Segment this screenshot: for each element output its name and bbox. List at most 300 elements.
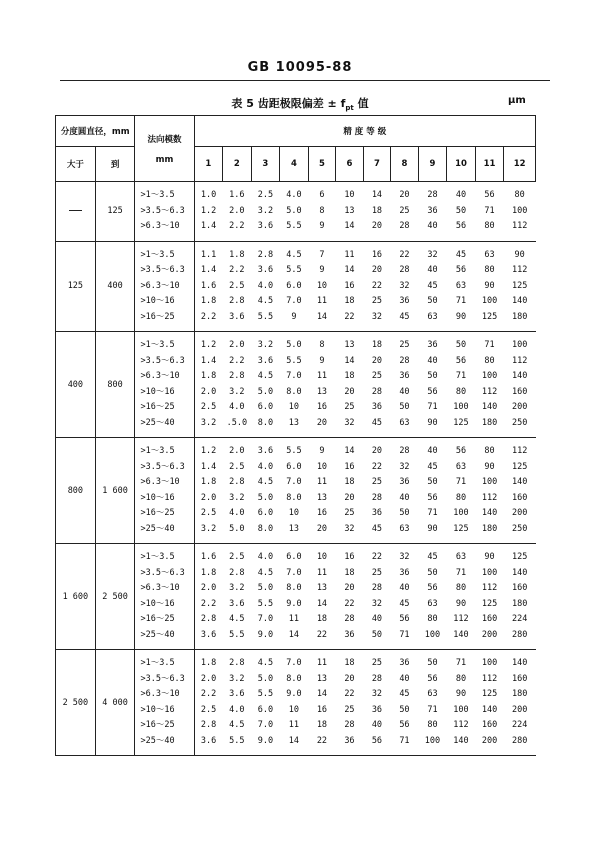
tolerance-value: 8.0 — [257, 523, 274, 534]
tolerance-value: 5.5 — [286, 355, 302, 366]
tolerance-value: 20 — [344, 583, 355, 593]
grade-value-cell — [391, 544, 419, 650]
module-range: >3.5～6.3 — [140, 205, 185, 216]
tolerance-value: 11 — [316, 371, 328, 381]
tolerance-value: 7.0 — [257, 720, 274, 730]
tolerance-value: 45 — [427, 552, 438, 562]
tolerance-value: 71 — [399, 629, 410, 640]
tolerance-value: 18 — [316, 720, 328, 730]
grade-value-cell — [475, 241, 504, 332]
tolerance-value: 2.2 — [229, 355, 245, 366]
grade-value-cell — [194, 544, 223, 650]
tolerance-value: 2.5 — [200, 402, 217, 412]
tolerance-value: 3.6 — [229, 689, 245, 699]
grade-value-cell — [280, 650, 309, 756]
tolerance-value: 2.2 — [200, 311, 217, 322]
tolerance-value: 32 — [344, 523, 355, 534]
tolerance-value: 2.8 — [229, 477, 245, 487]
module-range: >1～3.5 — [140, 446, 175, 456]
module-range: >1～3.5 — [140, 552, 175, 562]
tolerance-value: 22 — [344, 598, 355, 609]
tolerance-value: 100 — [481, 371, 498, 381]
grade-value-cell — [223, 544, 252, 650]
tolerance-value: 6.0 — [257, 704, 274, 715]
tolerance-value: 90 — [455, 311, 467, 322]
tolerance-value: 100 — [511, 205, 528, 216]
tolerance-value: 7.0 — [286, 296, 302, 306]
tolerance-value: 25 — [399, 205, 410, 216]
diameter-to-cell: 1 600 — [95, 438, 135, 544]
tolerance-value: 1.0 — [200, 190, 217, 200]
tolerance-value: 9 — [319, 265, 325, 275]
tolerance-value: 56 — [455, 355, 467, 366]
tolerance-value: 3.6 — [200, 629, 217, 640]
tolerance-value: 100 — [481, 477, 498, 487]
tolerance-value: 18 — [371, 205, 383, 216]
tolerance-value: 140 — [453, 735, 469, 746]
tolerance-value: 2.8 — [200, 614, 217, 624]
tolerance-value: 11 — [316, 296, 328, 306]
tolerance-value: 28 — [371, 492, 383, 503]
grade-header: 3 — [251, 147, 280, 182]
module-range: >25～40 — [140, 629, 175, 640]
tolerance-value: 63 — [427, 311, 438, 322]
grade-value-cell — [194, 650, 223, 756]
tolerance-value: 5.5 — [229, 735, 245, 746]
tolerance-value: 50 — [427, 567, 438, 578]
tolerance-value: 50 — [399, 508, 410, 518]
tolerance-value: 3.2 — [229, 386, 245, 397]
standard-number: GB 10095-88 — [247, 60, 353, 75]
module-range: >6.3～10 — [140, 221, 180, 231]
tolerance-value: 140 — [511, 658, 528, 668]
tolerance-value: 50 — [427, 477, 438, 487]
tolerance-value: 56 — [427, 583, 438, 593]
diameter-to-cell: 800 — [95, 332, 135, 438]
tolerance-value: 63 — [455, 461, 467, 472]
tolerance-value: 22 — [344, 311, 355, 322]
tolerance-value: 9.0 — [257, 735, 274, 746]
tolerance-value: 16 — [344, 280, 355, 291]
tolerance-value: 20 — [399, 190, 410, 200]
tolerance-value: 45 — [371, 417, 383, 428]
tolerance-value: 1.8 — [229, 249, 245, 260]
tolerance-value: 1.8 — [200, 658, 217, 668]
tolerance-value: 10 — [316, 461, 328, 472]
tolerance-value: 14 — [316, 311, 328, 322]
tolerance-value: 5.0 — [257, 583, 274, 593]
module-range: >6.3～10 — [140, 689, 180, 699]
tolerance-value: 63 — [484, 249, 495, 260]
header-rule — [60, 80, 550, 81]
tolerance-value: 8.0 — [286, 583, 302, 593]
tolerance-value: 80 — [455, 492, 467, 503]
tolerance-value: 5.5 — [257, 311, 274, 322]
tolerance-value: 1.6 — [229, 190, 245, 200]
tolerance-value: 36 — [371, 508, 383, 518]
tolerance-value: 71 — [484, 205, 495, 216]
grade-value-cell — [308, 332, 336, 438]
tolerance-value: 160 — [481, 614, 498, 624]
tolerance-value: 13 — [316, 386, 328, 397]
module-header-label: 法向模数 — [147, 134, 182, 145]
tolerance-value: 71 — [427, 704, 438, 715]
tolerance-value: 28 — [371, 583, 383, 593]
grade-value-cell — [308, 182, 336, 242]
grade-value-cell — [336, 650, 364, 756]
grade-value-cell — [308, 241, 336, 332]
tolerance-value: 63 — [427, 598, 438, 609]
table-unit: μm — [508, 95, 526, 106]
tolerance-value: 100 — [511, 340, 528, 350]
grade-header: 4 — [280, 147, 309, 182]
diameter-over-cell: 400 — [56, 332, 96, 438]
tolerance-value: 8.0 — [286, 386, 302, 397]
tolerance-value: 45 — [399, 689, 410, 699]
tolerance-value: 90 — [455, 689, 467, 699]
diameter-group-row — [56, 241, 536, 332]
tolerance-value: 36 — [371, 704, 383, 715]
tolerance-value: 56 — [427, 673, 438, 684]
tolerance-value: 1.4 — [200, 265, 217, 275]
tolerance-value: 112 — [511, 355, 528, 366]
module-range: >10～16 — [140, 386, 175, 397]
tolerance-value: 90 — [484, 552, 495, 562]
tolerance-value: 10 — [288, 402, 300, 412]
tolerance-value: 16 — [344, 461, 355, 472]
tolerance-value: 2.8 — [229, 567, 245, 578]
grade-value-cell — [504, 241, 536, 332]
tolerance-value: 45 — [399, 598, 410, 609]
module-range: >16～25 — [140, 402, 175, 412]
tolerance-value: 10 — [316, 280, 328, 291]
grade-value-cell — [251, 182, 280, 242]
tolerance-value: 200 — [511, 508, 528, 518]
tolerance-value: 14 — [344, 446, 355, 456]
tolerance-value: 112 — [481, 386, 498, 397]
grade-value-cell — [391, 650, 419, 756]
module-range-cell — [135, 544, 194, 650]
tolerance-value: 280 — [511, 629, 528, 640]
tolerance-value: 3.2 — [229, 673, 245, 684]
tolerance-value: 56 — [427, 386, 438, 397]
tolerance-value: 3.6 — [229, 311, 245, 322]
tolerance-value: 36 — [371, 402, 383, 412]
tolerance-value: 112 — [481, 583, 498, 593]
tolerance-value: 16 — [316, 508, 328, 518]
module-range: >6.3～10 — [140, 280, 180, 291]
tolerance-value: 50 — [455, 340, 467, 350]
tolerance-value: 80 — [455, 386, 467, 397]
module-range: >25～40 — [140, 735, 175, 746]
tolerance-value: 22 — [399, 249, 410, 260]
tolerance-value: 80 — [484, 355, 495, 366]
grade-value-cell — [194, 438, 223, 544]
tolerance-value: 25 — [371, 477, 383, 487]
tolerance-value: 6 — [319, 190, 325, 200]
tolerance-value: 18 — [316, 614, 328, 624]
tolerance-value: 5.5 — [286, 221, 302, 231]
tolerance-value: 3.2 — [257, 205, 274, 216]
module-range: >25～40 — [140, 417, 175, 428]
tolerance-value: 2.5 — [200, 508, 217, 518]
grade-value-cell — [447, 332, 476, 438]
tolerance-value: 40 — [399, 492, 410, 503]
diameter-group-row — [56, 182, 536, 242]
tolerance-value: 160 — [511, 673, 528, 684]
tolerance-value: 40 — [427, 221, 438, 231]
tolerance-value: 7.0 — [286, 567, 302, 578]
grade-header: 2 — [223, 147, 252, 182]
tolerance-value: 32 — [371, 311, 383, 322]
tolerance-value: 8.0 — [286, 492, 302, 503]
tolerance-value: 4.5 — [257, 658, 274, 668]
grade-value-cell — [363, 544, 391, 650]
tolerance-value: 180 — [481, 523, 498, 534]
module-range-cell — [135, 438, 194, 544]
tolerance-value: 7.0 — [286, 658, 302, 668]
tolerance-value: 20 — [344, 492, 355, 503]
grade-value-cell — [363, 182, 391, 242]
grade-value-cell — [475, 544, 504, 650]
tolerance-value: 2.5 — [200, 704, 217, 715]
tolerance-value: 112 — [453, 614, 469, 624]
tolerance-value: 90 — [484, 280, 495, 291]
tolerance-value: 250 — [511, 523, 528, 534]
tolerance-value: 125 — [481, 311, 498, 322]
tolerance-value: 36 — [399, 658, 410, 668]
tolerance-value: 40 — [371, 614, 383, 624]
module-range: >16～25 — [140, 508, 175, 518]
tolerance-value: 18 — [344, 371, 355, 381]
tolerance-value: 50 — [427, 296, 438, 306]
tolerance-value: 22 — [316, 735, 328, 746]
tolerance-value: 4.5 — [257, 567, 274, 578]
tolerance-value: 112 — [511, 265, 528, 275]
tolerance-value: 18 — [344, 658, 355, 668]
tolerance-value: 14 — [344, 355, 355, 366]
tolerance-value: 6.0 — [257, 508, 274, 518]
tolerance-value: 2.5 — [229, 552, 245, 562]
tolerance-value: 3.6 — [257, 446, 274, 456]
tolerance-value: 3.2 — [229, 492, 245, 503]
tolerance-value: 50 — [427, 658, 438, 668]
tolerance-value: 3.6 — [257, 265, 274, 275]
tolerance-value: 9 — [291, 311, 297, 322]
tolerance-value: 14 — [288, 735, 300, 746]
grade-value-cell — [336, 182, 364, 242]
tolerance-value: 2.2 — [229, 265, 245, 275]
tolerance-value: 11 — [316, 477, 328, 487]
tolerance-value: 25 — [399, 340, 410, 350]
tolerance-value: 45 — [371, 523, 383, 534]
tolerance-value: 2.0 — [200, 492, 217, 503]
tolerance-value: 1.6 — [200, 552, 217, 562]
tolerance-value: 50 — [427, 371, 438, 381]
tolerance-value: 32 — [344, 417, 355, 428]
tolerance-value: 1.8 — [200, 477, 217, 487]
module-range: >3.5～6.3 — [140, 673, 185, 684]
tolerance-value: 2.2 — [200, 689, 217, 699]
tolerance-value: 16 — [316, 402, 328, 412]
tolerance-value: 112 — [453, 720, 469, 730]
tolerance-value: 5.5 — [257, 689, 274, 699]
tolerance-value: 36 — [344, 629, 355, 640]
tolerance-value: 11 — [288, 614, 300, 624]
diameter-header: 分度圆直径，mm — [56, 116, 135, 147]
tolerance-value: 56 — [399, 614, 410, 624]
dash-mark — [69, 210, 82, 211]
diameter-over-cell: 800 — [56, 438, 96, 544]
grade-header: 12 — [504, 147, 536, 182]
grade-value-cell — [504, 332, 536, 438]
module-range: >6.3～10 — [140, 583, 180, 593]
module-range: >10～16 — [140, 492, 175, 503]
grade-value-cell — [504, 438, 536, 544]
tolerance-value: 71 — [455, 658, 467, 668]
tolerance-value: 10 — [344, 190, 355, 200]
tolerance-value: 3.2 — [257, 340, 274, 350]
tolerance-value: 71 — [455, 371, 467, 381]
tolerance-value: 11 — [316, 658, 328, 668]
diameter-over-cell — [56, 182, 96, 242]
grade-value-cell — [363, 438, 391, 544]
tolerance-value: 71 — [427, 508, 438, 518]
diameter-over-cell: 2 500 — [56, 650, 96, 756]
tolerance-value: 25 — [371, 371, 383, 381]
tolerance-value: 56 — [427, 492, 438, 503]
grade-value-cell — [418, 241, 447, 332]
tolerance-value: 5.0 — [229, 523, 245, 534]
tolerance-value: 6.0 — [257, 402, 274, 412]
tolerance-value: 4.5 — [257, 477, 274, 487]
tolerance-value: 45 — [399, 311, 410, 322]
grade-value-cell — [447, 544, 476, 650]
tolerance-value: 50 — [399, 704, 410, 715]
tolerance-value: 71 — [455, 296, 467, 306]
tolerance-value: 13 — [288, 523, 300, 534]
grade-value-cell — [336, 241, 364, 332]
grade-value-cell — [223, 438, 252, 544]
diameter-group-row — [56, 650, 536, 756]
tolerance-value: 4.5 — [229, 614, 245, 624]
tolerance-value: 40 — [427, 265, 438, 275]
tolerance-value: 40 — [427, 355, 438, 366]
tolerance-value: 180 — [511, 598, 528, 609]
grade-value-cell — [504, 182, 536, 242]
tolerance-value: 22 — [344, 689, 355, 699]
grade-value-cell — [504, 650, 536, 756]
tolerance-value: 28 — [399, 221, 410, 231]
grade-value-cell — [251, 544, 280, 650]
tolerance-value: .5.0 — [226, 417, 248, 428]
tolerance-value: 280 — [511, 735, 528, 746]
grade-header: 7 — [363, 147, 391, 182]
module-range: >10～16 — [140, 296, 175, 306]
tolerance-value: 112 — [481, 492, 498, 503]
tolerance-value: 80 — [484, 265, 495, 275]
tolerance-value: 140 — [511, 567, 528, 578]
tolerance-value: 25 — [344, 704, 355, 715]
diameter-over-cell: 125 — [56, 241, 96, 332]
grade-value-cell — [504, 544, 536, 650]
tolerance-value: 63 — [455, 552, 467, 562]
tolerance-value: 56 — [371, 735, 383, 746]
tolerance-value: 125 — [453, 523, 469, 534]
tolerance-value: 140 — [481, 402, 498, 412]
grade-value-cell — [336, 438, 364, 544]
tolerance-table — [55, 115, 536, 756]
tolerance-value: 125 — [481, 689, 498, 699]
grade-value-cell — [223, 182, 252, 242]
tolerance-value: 200 — [511, 704, 528, 715]
tolerance-value: 3.6 — [229, 598, 245, 609]
tolerance-value: 8.0 — [257, 417, 274, 428]
tolerance-value: 20 — [371, 355, 383, 366]
grade-value-cell — [336, 332, 364, 438]
tolerance-value: 180 — [481, 417, 498, 428]
diameter-group-row — [56, 438, 536, 544]
tolerance-value: 20 — [344, 386, 355, 397]
module-range: >10～16 — [140, 598, 175, 609]
tolerance-value: 36 — [399, 477, 410, 487]
tolerance-value: 224 — [511, 614, 528, 624]
tolerance-value: 45 — [427, 280, 438, 291]
grade-value-cell — [475, 438, 504, 544]
grade-value-cell — [308, 650, 336, 756]
tolerance-value: 100 — [424, 629, 441, 640]
tolerance-value: 160 — [511, 583, 528, 593]
grade-value-cell — [418, 544, 447, 650]
tolerance-value: 1.6 — [200, 280, 217, 291]
tolerance-value: 125 — [453, 417, 469, 428]
tolerance-value: 112 — [511, 221, 528, 231]
tolerance-value: 1.8 — [200, 296, 217, 306]
grade-header: 1 — [194, 147, 223, 182]
table-caption-subscript: pt — [345, 104, 354, 113]
module-range: >6.3～10 — [140, 371, 180, 381]
tolerance-value: 6.0 — [286, 552, 302, 562]
module-range: >16～25 — [140, 311, 175, 322]
tolerance-value: 2.2 — [200, 598, 217, 609]
tolerance-value: 71 — [455, 567, 467, 578]
tolerance-value: 100 — [481, 296, 498, 306]
tolerance-value: 2.5 — [229, 280, 245, 291]
tolerance-value: 18 — [344, 296, 355, 306]
grade-value-cell — [475, 650, 504, 756]
tolerance-value: 28 — [399, 265, 410, 275]
grade-value-cell — [475, 182, 504, 242]
tolerance-value: 2.0 — [229, 446, 245, 456]
tolerance-value: 4.0 — [257, 461, 274, 472]
tolerance-value: 80 — [514, 190, 525, 200]
tolerance-value: 36 — [399, 371, 410, 381]
tolerance-value: 140 — [453, 629, 469, 640]
grade-value-cell — [475, 332, 504, 438]
tolerance-value: 4.5 — [257, 296, 274, 306]
grade-value-cell — [363, 241, 391, 332]
tolerance-value: 22 — [316, 629, 328, 640]
tolerance-value: 9.0 — [286, 598, 302, 609]
tolerance-value: 2.8 — [229, 658, 245, 668]
tolerance-value: 3.6 — [257, 355, 274, 366]
tolerance-value: 13 — [288, 417, 300, 428]
tolerance-value: 28 — [399, 446, 410, 456]
tolerance-value: 71 — [427, 402, 438, 412]
tolerance-value: 22 — [371, 552, 383, 562]
grade-value-cell — [447, 241, 476, 332]
diameter-group-row — [56, 544, 536, 650]
